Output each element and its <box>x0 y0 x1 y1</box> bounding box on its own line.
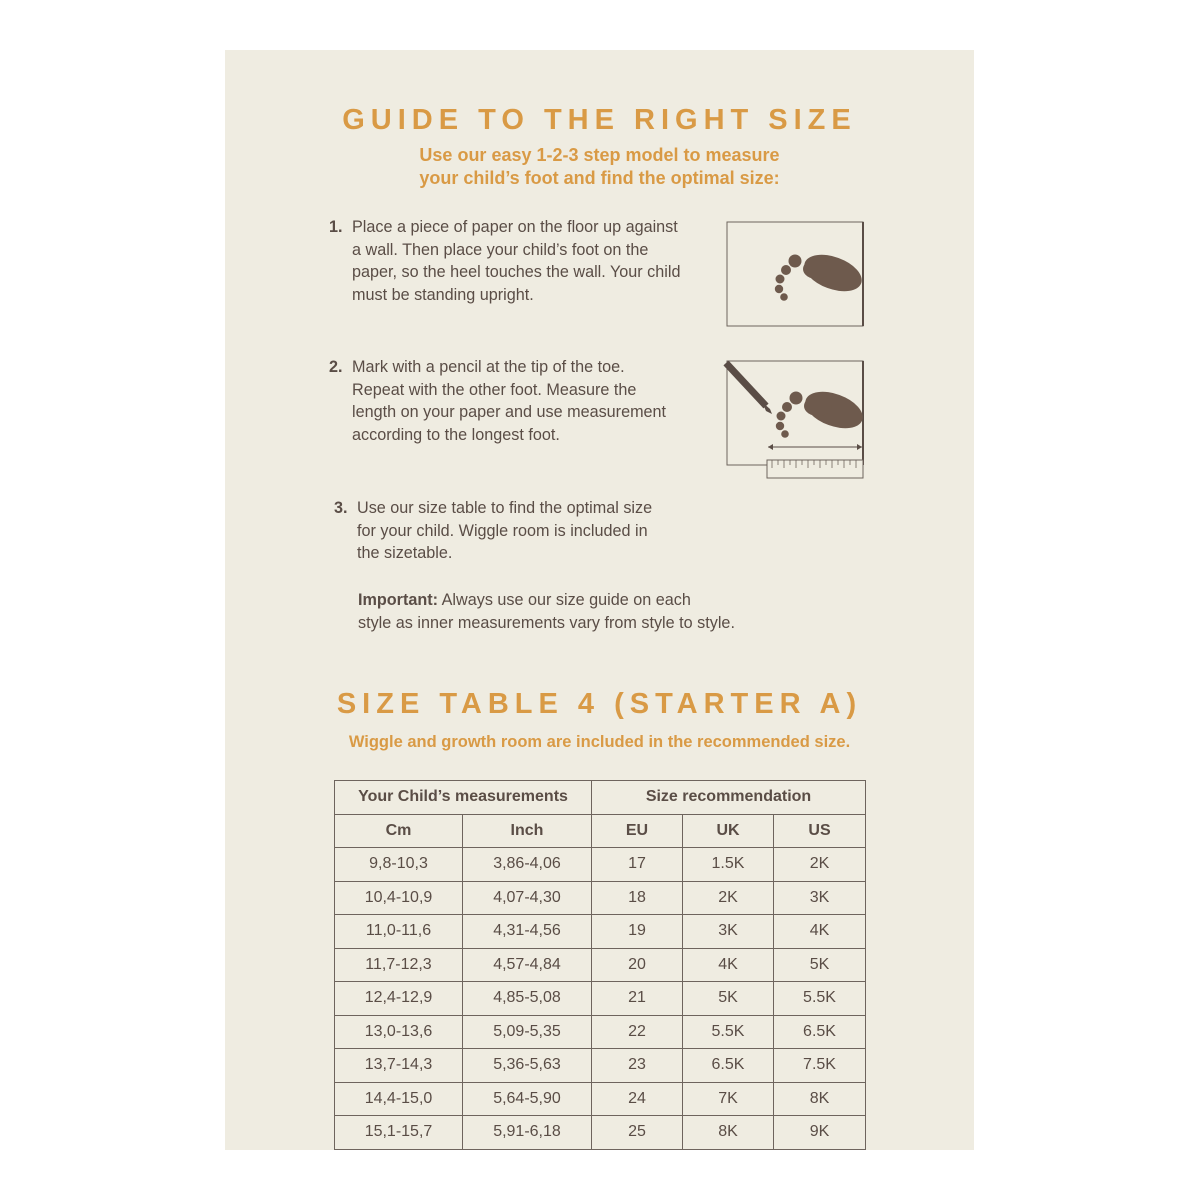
cell-cm: 14,4-15,0 <box>335 1082 463 1116</box>
column-header-inch: Inch <box>463 814 592 848</box>
cell-eu: 22 <box>592 1015 683 1049</box>
step-2 <box>329 356 719 451</box>
important-label: Important: <box>358 591 439 609</box>
table-row <box>335 1049 866 1083</box>
guide-title: GUIDE TO THE RIGHT SIZE <box>342 104 857 136</box>
cell-inch: 5,64-5,90 <box>463 1082 592 1116</box>
cell-us: 4K <box>774 915 866 949</box>
cell-cm: 11,0-11,6 <box>335 915 463 949</box>
size-table <box>334 780 866 1150</box>
cell-uk: 5.5K <box>683 1015 774 1049</box>
cell-eu: 17 <box>592 848 683 882</box>
cell-inch: 4,07-4,30 <box>463 881 592 915</box>
cell-us: 8K <box>774 1082 866 1116</box>
cell-eu: 25 <box>592 1116 683 1150</box>
cell-uk: 6.5K <box>683 1049 774 1083</box>
table-row <box>335 881 866 915</box>
cell-us: 5.5K <box>774 982 866 1016</box>
column-header-cm: Cm <box>335 814 463 848</box>
guide-subtitle <box>225 144 974 190</box>
cell-us: 6.5K <box>774 1015 866 1049</box>
footprint-illustration-2 <box>722 358 868 484</box>
footprint-icon <box>775 248 866 301</box>
cell-cm: 9,8-10,3 <box>335 848 463 882</box>
table-row <box>335 982 866 1016</box>
column-header-us: US <box>774 814 866 848</box>
step-3-text: Use our size table to find the optimal size for your child. Wiggle room is included in the sizetable. <box>357 499 653 563</box>
ruler-icon <box>767 460 863 478</box>
cell-inch: 4,57-4,84 <box>463 948 592 982</box>
cell-inch: 3,86-4,06 <box>463 848 592 882</box>
cell-eu: 20 <box>592 948 683 982</box>
footprint-icon <box>776 385 868 438</box>
cell-eu: 18 <box>592 881 683 915</box>
cell-eu: 24 <box>592 1082 683 1116</box>
recommendation-group-header: Size recommendation <box>592 781 866 815</box>
cell-cm: 15,1-15,7 <box>335 1116 463 1150</box>
table-row <box>335 1116 866 1150</box>
cell-uk: 1.5K <box>683 848 774 882</box>
step-3-number: 3. <box>334 499 348 517</box>
cell-cm: 12,4-12,9 <box>335 982 463 1016</box>
cell-inch: 4,85-5,08 <box>463 982 592 1016</box>
table-row <box>335 915 866 949</box>
cell-uk: 5K <box>683 982 774 1016</box>
size-guide-card <box>225 50 974 1150</box>
cell-inch: 5,36-5,63 <box>463 1049 592 1083</box>
cell-us: 5K <box>774 948 866 982</box>
column-header-uk: UK <box>683 814 774 848</box>
important-text: Always use our size guide on each style as inner measurements vary from style to style. <box>358 591 735 632</box>
step-1-text: Place a piece of paper on the floor up against a wall. Then place your child’s foot on the paper, so the heel touches the wall. Your child must be standing upright. <box>352 218 681 305</box>
step-3 <box>334 497 724 569</box>
cell-us: 7.5K <box>774 1049 866 1083</box>
cell-inch: 5,09-5,35 <box>463 1015 592 1049</box>
cell-cm: 11,7-12,3 <box>335 948 463 982</box>
cell-cm: 10,4-10,9 <box>335 881 463 915</box>
cell-inch: 4,31-4,56 <box>463 915 592 949</box>
cell-us: 9K <box>774 1116 866 1150</box>
table-row <box>335 848 866 882</box>
cell-us: 2K <box>774 848 866 882</box>
size-table-title: SIZE TABLE 4 (STARTER A) <box>336 688 863 720</box>
table-row <box>335 1082 866 1116</box>
cell-cm: 13,0-13,6 <box>335 1015 463 1049</box>
cell-uk: 2K <box>683 881 774 915</box>
cell-uk: 3K <box>683 915 774 949</box>
cell-uk: 7K <box>683 1082 774 1116</box>
cell-us: 3K <box>774 881 866 915</box>
step-1 <box>329 216 719 311</box>
size-table-subtitle: Wiggle and growth room are included in the recommended size. <box>348 733 851 751</box>
measurements-group-header: Your Child’s measurements <box>335 781 592 815</box>
cell-inch: 5,91-6,18 <box>463 1116 592 1150</box>
table-row <box>335 948 866 982</box>
cell-cm: 13,7-14,3 <box>335 1049 463 1083</box>
table-row <box>335 1015 866 1049</box>
cell-uk: 8K <box>683 1116 774 1150</box>
cell-eu: 19 <box>592 915 683 949</box>
size-table-column-header-row <box>335 814 866 848</box>
cell-eu: 23 <box>592 1049 683 1083</box>
cell-eu: 21 <box>592 982 683 1016</box>
size-table-group-header-row <box>335 781 866 815</box>
step-2-text: Mark with a pencil at the tip of the toe. Repeat with the other foot. Measure the length on your paper and use measurement according to the longest foot. <box>352 358 667 445</box>
guide-subtitle-line-1: Use our easy 1-2-3 step model to measure <box>419 145 780 165</box>
important-note <box>358 589 778 634</box>
step-2-number: 2. <box>329 358 343 376</box>
pencil-icon <box>726 363 772 414</box>
footprint-illustration-1 <box>726 221 866 329</box>
guide-subtitle-line-2: your child’s foot and find the optimal size: <box>419 168 780 188</box>
column-header-eu: EU <box>592 814 683 848</box>
cell-uk: 4K <box>683 948 774 982</box>
step-1-number: 1. <box>329 218 343 236</box>
